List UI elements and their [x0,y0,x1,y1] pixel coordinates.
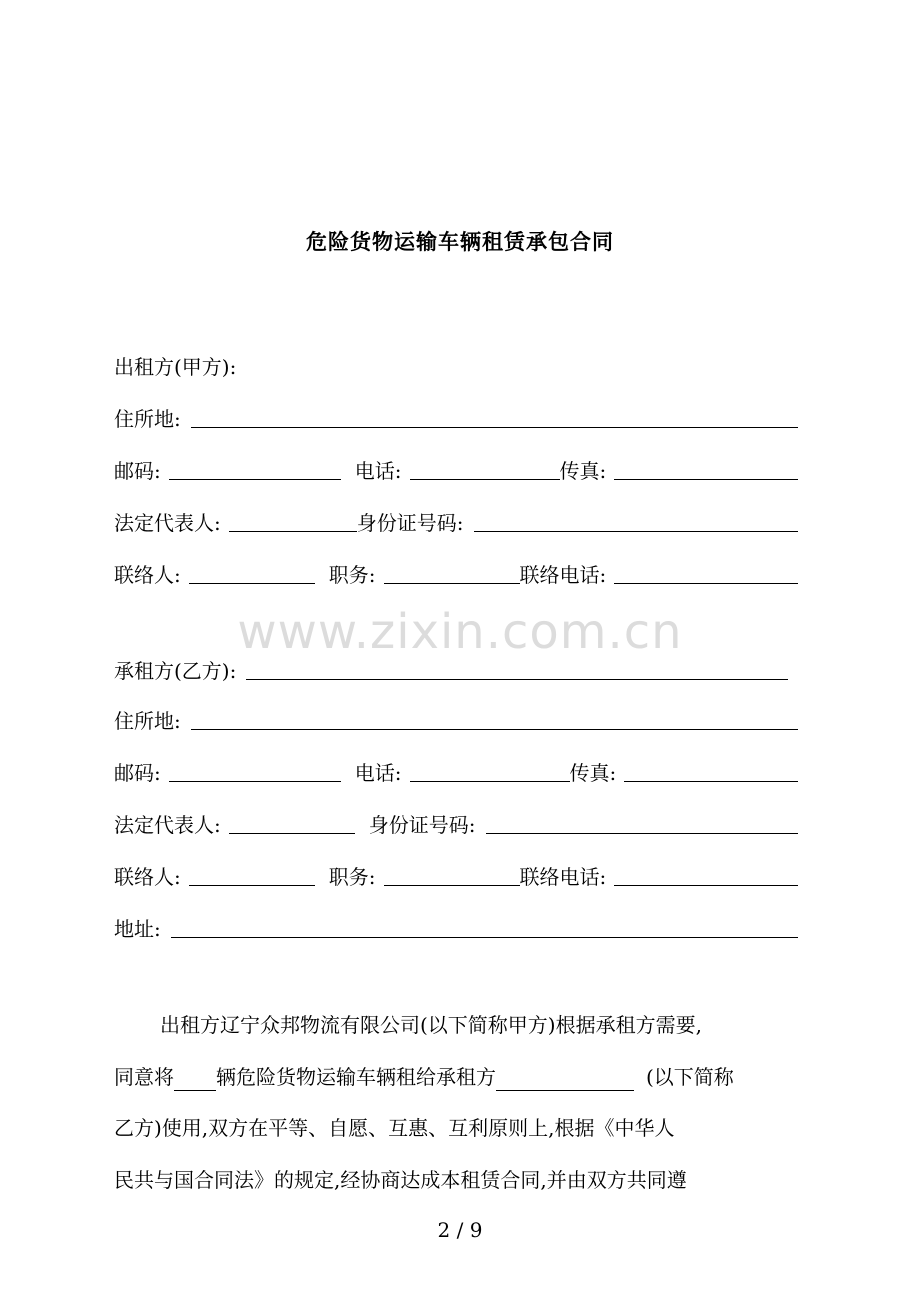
lessor-position-label: 职务: [328,563,376,587]
lessee-phone-field[interactable] [410,781,570,782]
lessee-address-label: 住所地: [114,709,181,733]
lessee-fax-field[interactable] [624,781,798,782]
lessee-contact-label: 联络人: [114,865,181,889]
lessor-contact-label: 联络人: [114,563,181,587]
lessor-legal-rep-label: 法定代表人: [114,511,221,535]
document-title: 危险货物运输车辆租赁承包合同 [306,229,614,254]
watermark: www.zixin.com.cn [237,604,683,660]
lessee-header: 承租方(乙方): [114,659,237,683]
lessor-contact-phone-label: 联络电话: [519,563,607,587]
lessee-legal-rep-label: 法定代表人: [114,813,221,837]
lessor-phone-label: 电话: [354,459,402,483]
lessee-name-field[interactable] [246,679,788,680]
lessee-address-row [114,704,798,738]
lessor-contact-row-1 [114,454,798,488]
lessor-address-row [114,402,798,436]
body-line-2-b: 辆危险货物运输车辆租给承租方 [216,1064,496,1089]
body-line-3: 乙方)使用,双方在平等、自愿、互惠、互利原则上,根据《中华人 [114,1116,675,1140]
lessee-legal-rep-field[interactable] [229,833,355,834]
body-line-1: 出租方辽宁众邦物流有限公司(以下简称甲方)根据承租方需要, [160,1013,702,1037]
body-line-2-c: (以下简称 [646,1064,734,1089]
body-line [114,1103,810,1155]
lessor-id-label: 身份证号码: [356,511,464,535]
lessee-location-row [114,912,798,946]
vehicle-count-field[interactable] [174,1090,216,1091]
body-line [114,1155,810,1207]
lessee-contact-phone-field[interactable] [614,885,798,886]
lessee-location-field[interactable] [171,937,798,938]
lessor-contact-row-3 [114,558,798,592]
lessee-contact-phone-label: 联络电话: [519,865,607,889]
body-line [114,1000,810,1052]
lessor-address-field[interactable] [191,427,798,428]
lessor-postcode-label: 邮码: [114,459,161,483]
lessee-fax-label: 传真: [569,761,617,785]
lessee-id-field[interactable] [486,833,799,834]
lessee-location-label: 地址: [114,917,161,941]
body-line [114,1052,810,1104]
lessor-postcode-field[interactable] [169,479,341,480]
lessor-phone-field[interactable] [410,479,560,480]
body-line-2-a: 同意将 [114,1064,174,1089]
lessee-contact-row-2 [114,808,798,842]
lessor-fax-field[interactable] [614,479,798,480]
lessee-position-label: 职务: [328,865,376,889]
lessor-position-field[interactable] [384,583,520,584]
lessee-phone-label: 电话: [354,761,402,785]
lessee-postcode-field[interactable] [169,781,341,782]
lessee-address-field[interactable] [191,729,798,730]
lessor-fax-label: 传真: [559,459,607,483]
lessor-id-field[interactable] [474,531,799,532]
lessee-id-label: 身份证号码: [368,813,476,837]
lessor-contact-phone-field[interactable] [614,583,798,584]
lessee-contact-field[interactable] [189,885,315,886]
lessee-name-inline-field[interactable] [496,1090,634,1091]
lessor-contact-row-2 [114,506,798,540]
page-number: 2 / 9 [437,1218,483,1242]
lessor-header-row [114,350,798,384]
lessee-postcode-label: 邮码: [114,761,161,785]
lessee-contact-row-1 [114,756,798,790]
lessee-header-row [114,654,788,688]
lessor-address-label: 住所地: [114,407,181,431]
lessor-header: 出租方(甲方): [114,355,237,379]
lessee-position-field[interactable] [384,885,520,886]
lessee-contact-row-3 [114,860,798,894]
body-line-4: 民共与国合同法》的规定,经协商达成本租赁合同,并由双方共同遵 [114,1167,687,1192]
contract-body-paragraph [114,1000,810,1206]
lessor-legal-rep-field[interactable] [229,531,357,532]
lessor-contact-field[interactable] [189,583,315,584]
